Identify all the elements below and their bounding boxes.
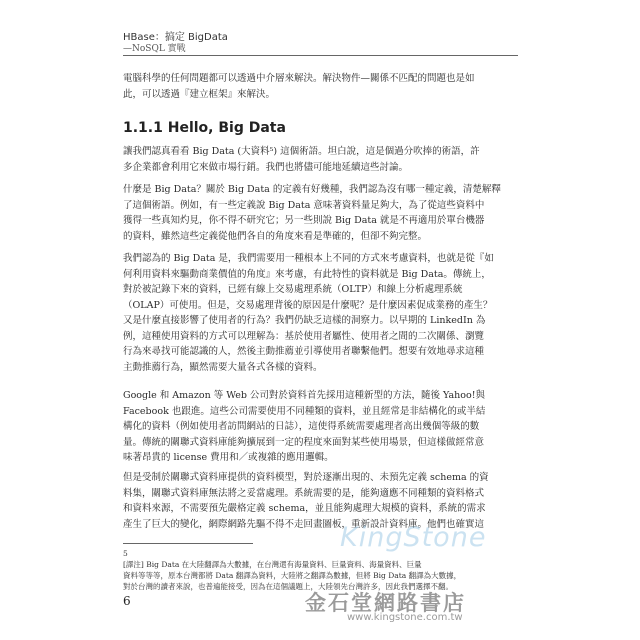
text-line: （OLAP）可使用。但是，交易處理背後的原因是什麼呢？是什麼因素促成業務的產生？ xyxy=(123,299,493,311)
paragraph-2 xyxy=(123,182,518,244)
text-line: 電腦科學的任何問題都可以透過中介層來解決。解決物件—關係不匹配的問題也是如 xyxy=(123,73,475,84)
watermark-brand: 金石堂網路書店 xyxy=(305,590,466,615)
footnote-mark: 5 xyxy=(123,549,128,558)
paragraph-1 xyxy=(123,144,518,175)
running-header-subtitle: —NoSQL 實戰 xyxy=(123,44,186,54)
text-line: Facebook 也跟進。這些公司需要使用不同種類的資料，並且經常是非結構化的或半結 xyxy=(123,405,486,417)
watermark-logo: KingStone xyxy=(340,522,487,553)
running-header-title: HBase：搞定 BigData xyxy=(123,32,228,43)
page-number: 6 xyxy=(123,594,131,608)
text-line: Google 和 Amazon 等 Web 公司對於資料首先採用這種新型的方法，隨後 Yahoo!與 xyxy=(123,390,486,401)
text-line: 何利用資料來驅動商業價值的角度』來考慮，有此特性的資料就是 Big Data。傳統上， xyxy=(123,268,491,280)
text-line: 例，這種使用資料的方式可以理解為：基於使用者屬性、使用者之間的二次關係、瀏覽 xyxy=(123,330,485,342)
text-line: 的資料，雖然這些定義從他們各自的角度來看是準確的，但卻不夠完整。 xyxy=(123,230,428,242)
watermark-url: www.kingstone.com.tw xyxy=(347,612,463,623)
footnote-rule xyxy=(123,543,253,544)
section-heading: 1.1.1 Hello, Big Data xyxy=(123,120,286,136)
text-line: 和資料來源，不需要預先嚴格定義 schema，並且能夠處理大規模的資料，系統的需求 xyxy=(123,503,486,514)
text-line: 多企業都會利用它來做市場行銷。我們也將儘可能地延續這些討論。 xyxy=(123,161,409,173)
text-line: 獲得一些真知灼見，你不得不研究它；另一些則說 Big Data 就是不再適用於單台機器 xyxy=(123,215,485,226)
text-line: 讓我們認真看看 Big Data (大資料⁵) 這個術語。坦白說，這是個過分吹捧的術語，許 xyxy=(123,146,480,157)
text-line: 對於被記錄下來的資料，已經有線上交易處理系統（OLTP）和線上分析處理系統 xyxy=(123,284,463,295)
text-line: 構化的資料（例如使用者訪問網站的日誌），這使得系統需要處理者高出幾個等級的數 xyxy=(123,421,480,432)
text-line: 料集，關聯式資料庫無法將之妥當處理。系統需要的是，能夠適應不同種類的資料格式 xyxy=(123,487,485,499)
footnote-line: 對於台灣的讀者來說，也普遍能接受，因為在這個議題上，大陸領先台灣許多，因此我們選擇不翻。 xyxy=(123,582,453,591)
text-line: 主動推薦行為，顯然需要大量各式各樣的資料。 xyxy=(123,361,323,373)
text-line: 此，可以透過『建立框架』來解決。 xyxy=(123,88,276,100)
text-line: 但是受制於關聯式資料庫提供的資料模型，對於逐漸出現的、未預先定義 schema 的資 xyxy=(123,472,489,483)
paragraph-3 xyxy=(123,251,518,375)
text-line: 產生了巨大的變化，網際網路先驅不得不走回畫圖板，重新設計資料庫。他們也確實這 xyxy=(123,518,485,530)
footnote-line: 資料等等等，原本台灣都將 Data 翻譯為資料，大陸將之翻譯為數據，但將 Big Data 翻譯為大數據， xyxy=(123,571,462,580)
paragraph-4 xyxy=(123,388,518,466)
text-line: 又是什麼直接影響了使用者的行為？我們仍缺乏這樣的洞察力。以早期的 LinkedIn 為 xyxy=(123,315,486,326)
text-line: 什麼是 Big Data？關於 Big Data 的定義有好幾種，我們認為沒有哪一種定義，清楚解釋 xyxy=(123,184,501,195)
text-line: 味著昂貴的 license 費用和／或複雜的應用邏輯。 xyxy=(123,452,334,463)
text-line: 行為來尋找可能認識的人，然後主動推薦並引導使用者聯繫他們。想要有效地尋求這種 xyxy=(123,346,485,357)
intro-paragraph xyxy=(123,71,518,102)
footnote xyxy=(123,548,523,592)
header-rule xyxy=(123,55,518,56)
text-line: 量。傳統的關聯式資料庫能夠擴展到一定的程度來面對某些使用場景，但這樣做經常意 xyxy=(123,436,485,448)
text-line: 我們認為的 Big Data 是，我們需要用一種根本上不同的方式來考慮資料，也就是從『如 xyxy=(123,253,494,264)
footnote-line: [譯注] Big Data 在大陸翻譯為大數據，在台灣還有海量資料、巨量資料、海量資料、巨量 xyxy=(123,560,422,569)
text-line: 了這個術語。例如，有一些定義說 Big Data 意味著資料量足夠大，為了從這些資料中 xyxy=(123,199,485,211)
